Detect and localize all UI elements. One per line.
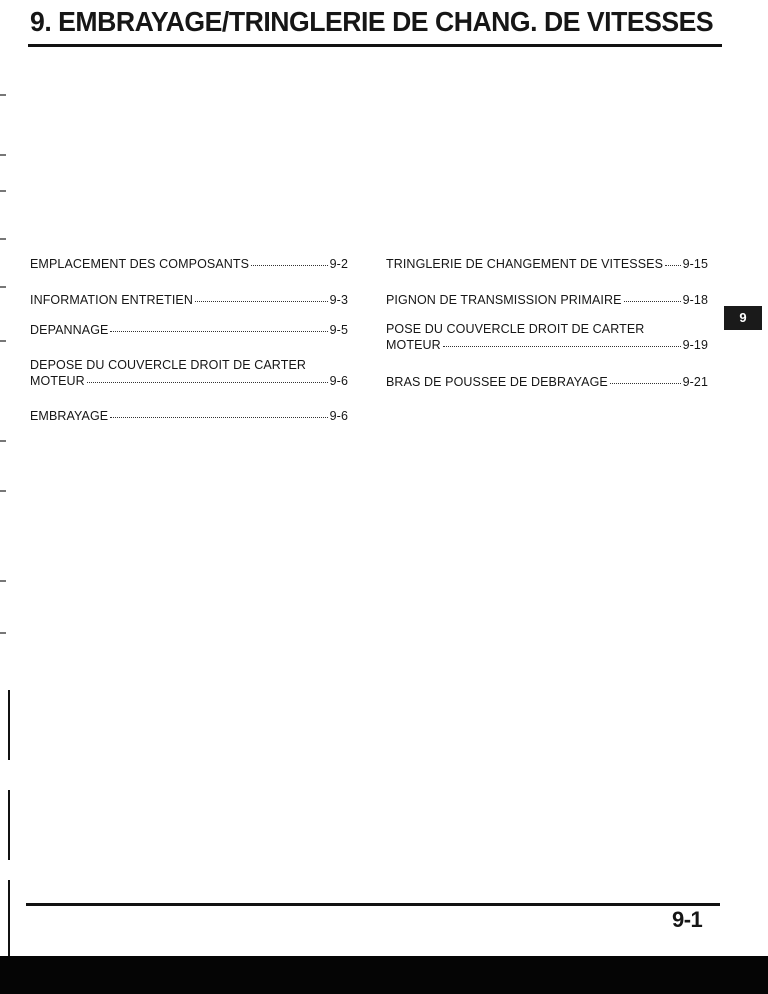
margin-mark xyxy=(0,154,6,156)
margin-mark xyxy=(0,580,6,582)
toc-entry-page: 9-18 xyxy=(682,293,708,307)
toc-leader-dots xyxy=(624,290,681,302)
toc-leader-dots xyxy=(110,320,327,332)
toc-entry-title: INFORMATION ENTRETIEN xyxy=(30,293,193,307)
binding-line xyxy=(8,790,10,860)
toc-leader-dots xyxy=(665,254,681,266)
margin-mark xyxy=(0,440,6,442)
toc-entry-page: 9-2 xyxy=(329,257,348,271)
margin-mark xyxy=(0,94,6,96)
page-title: 9. EMBRAYAGE/TRINGLERIE DE CHANG. DE VITESSES xyxy=(30,6,714,37)
toc-leader-dots xyxy=(251,254,328,266)
toc-entry-title: DEPANNAGE xyxy=(30,323,109,337)
toc-entry-composants[interactable] xyxy=(30,256,348,272)
toc-entry-tringlerie[interactable] xyxy=(386,256,708,272)
binding-line xyxy=(8,880,10,956)
toc-entry-page: 9-19 xyxy=(682,338,708,352)
toc-entry-title: TRINGLERIE DE CHANGEMENT DE VITESSES xyxy=(386,257,664,271)
toc-leader-dots xyxy=(443,335,681,347)
binding-line xyxy=(8,690,10,760)
toc-entry-title: BRAS DE POUSSEE DE DEBRAYAGE xyxy=(386,375,608,389)
title-rule xyxy=(28,44,722,47)
toc-entry-title: EMPLACEMENT DES COMPOSANTS xyxy=(30,257,250,271)
toc-leader-dots xyxy=(610,372,681,384)
toc-entry-page: 9-21 xyxy=(682,375,708,389)
toc-entry-depannage[interactable] xyxy=(30,322,348,338)
toc-entry-title: PIGNON DE TRANSMISSION PRIMAIRE xyxy=(386,293,622,307)
toc-entry-page: 9-5 xyxy=(329,323,348,337)
margin-mark xyxy=(0,190,6,192)
toc-entry-embrayage[interactable] xyxy=(30,408,348,424)
footer-rule xyxy=(26,903,720,906)
toc-entry-information[interactable] xyxy=(30,292,348,308)
toc-entry-title: POSE DU COUVERCLE DROIT DE CARTER xyxy=(386,322,645,336)
toc-entry-title: DEPOSE DU COUVERCLE DROIT DE CARTER xyxy=(30,358,307,372)
page-number: 9-1 xyxy=(672,907,703,932)
toc-entry-page: 9-6 xyxy=(329,409,348,423)
toc-entry-pignon[interactable] xyxy=(386,292,708,308)
margin-mark xyxy=(0,490,6,492)
section-tab: 9 xyxy=(724,306,762,330)
toc-entry-bras-poussee[interactable] xyxy=(386,374,708,390)
toc-leader-dots xyxy=(110,406,327,418)
toc-entry-page: 9-3 xyxy=(329,293,348,307)
toc-leader-dots xyxy=(195,290,328,302)
margin-mark xyxy=(0,340,6,342)
margin-mark xyxy=(0,286,6,288)
toc-entry-title: EMBRAYAGE xyxy=(30,409,109,423)
margin-mark xyxy=(0,238,6,240)
toc-entry-page: 9-6 xyxy=(329,374,348,388)
toc-leader-dots xyxy=(87,371,328,383)
toc-entry-page: 9-15 xyxy=(682,257,708,271)
margin-mark xyxy=(0,632,6,634)
toc-entry-depose-couvercle[interactable] xyxy=(30,358,348,389)
toc-entry-title-cont: MOTEUR xyxy=(30,374,85,388)
scan-bottom-bar xyxy=(0,956,768,994)
toc-entry-pose-couvercle[interactable] xyxy=(386,322,708,353)
toc-entry-title-cont: MOTEUR xyxy=(386,338,441,352)
